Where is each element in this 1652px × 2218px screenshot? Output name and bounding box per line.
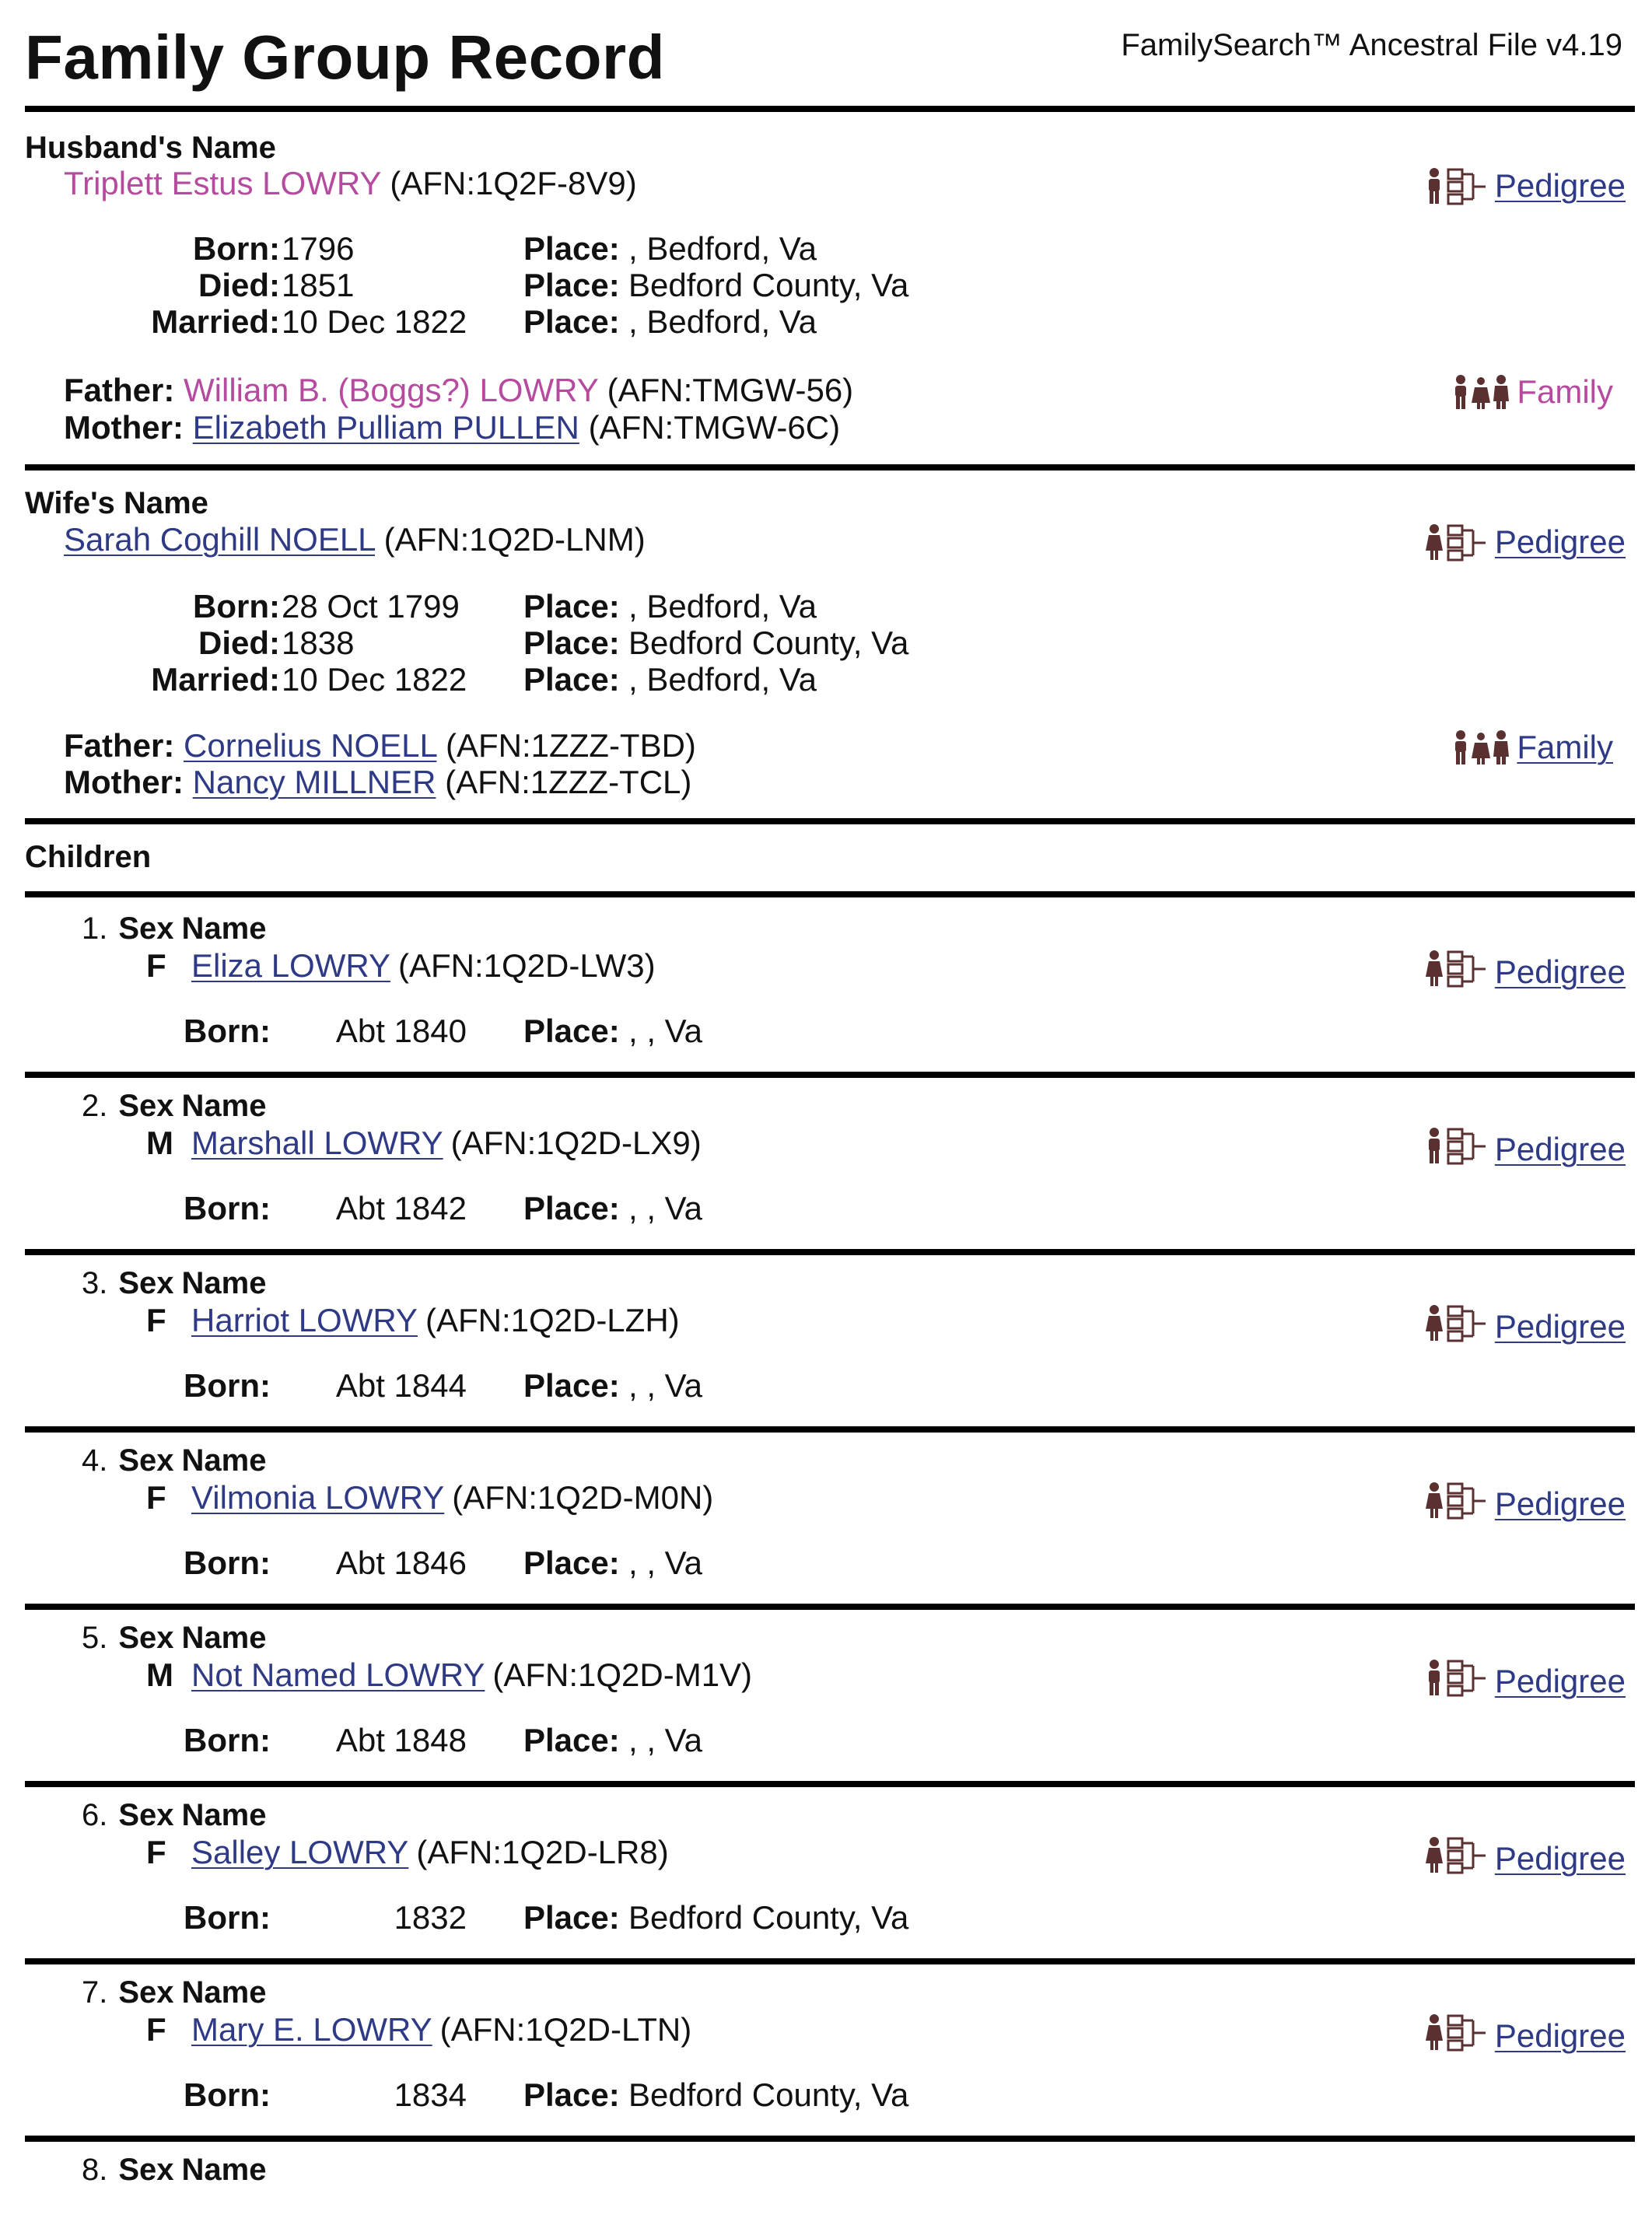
father-afn: (AFN:TMGW-56) [607,372,854,408]
child-sex: F [146,1834,166,1870]
name-column-label: Name [181,1266,267,1300]
divider [25,1958,1635,1964]
pedigree-link-label[interactable]: Pedigree [1494,167,1626,204]
child-header-line [82,1621,266,1656]
place-label: Place: [523,2076,620,2113]
place-label: Place: [523,1899,620,1936]
place-label: Place: [523,1190,620,1226]
place-label: Place: [523,661,620,698]
child-pedigree-link[interactable] [1425,1481,1626,1527]
child-sex: F [146,1302,166,1338]
sex-column-label: Sex [118,1089,174,1123]
child-header-line [82,1443,266,1478]
name-column-label: Name [181,911,267,946]
name-column-label: Name [181,1975,267,2010]
wife-family-link[interactable] [1453,729,1613,766]
child-name-line [146,1657,752,1694]
child-pedigree-link[interactable] [1425,2013,1626,2059]
place-label: Place: [523,267,620,303]
event-label: Married: [151,661,280,698]
born-label: Born: [184,1899,271,1936]
child-number: 8. [82,2153,108,2187]
sex-column-label: Sex [118,1798,174,1832]
child-number: 7. [82,1975,108,2010]
sex-column-label: Sex [118,1621,174,1655]
child-pedigree-link[interactable] [1425,1658,1626,1705]
child-sex: M [146,1125,173,1161]
child-place: , , Va [628,1722,702,1758]
mother-afn: (AFN:1ZZZ-TCL) [445,764,692,800]
place-label: Place: [523,303,620,340]
family-icon [1453,729,1509,766]
child-number: 3. [82,1266,108,1300]
mother-label: Mother: [64,409,184,446]
divider [25,891,1635,897]
pedigree-link-label[interactable]: Pedigree [1494,1840,1626,1877]
event-date: 1796 [282,230,355,267]
father-afn: (AFN:1ZZZ-TBD) [445,727,696,764]
child-name-link[interactable]: Mary E. LOWRY [191,2011,432,2048]
born-label: Born: [184,2076,271,2113]
wife-father-link[interactable]: Cornelius NOELL [184,727,437,764]
born-label: Born: [184,1367,271,1404]
husband-family-link[interactable] [1453,373,1613,411]
child-sex: F [146,1479,166,1516]
father-label: Father: [64,727,175,764]
child-born-date: 1834 [394,2076,467,2113]
father-label: Father: [64,372,175,408]
child-afn: (AFN:1Q2D-LR8) [416,1834,669,1870]
husband-father-line [64,372,853,409]
divider [25,1604,1635,1610]
child-pedigree-link[interactable] [1425,1126,1626,1173]
child-header-line [82,1089,266,1124]
pedigree-female-icon [1425,1303,1487,1350]
children-section-label: Children [25,840,152,874]
divider [25,1072,1635,1078]
event-place: , Bedford, Va [628,661,817,698]
divider [25,464,1635,471]
event-place: , Bedford, Va [628,230,817,267]
sex-column-label: Sex [118,911,174,946]
husband-name-link[interactable]: Triplett Estus LOWRY [64,165,381,201]
place-label: Place: [523,1013,620,1049]
divider [25,2136,1635,2142]
child-name-link[interactable]: Eliza LOWRY [191,947,390,984]
child-name-line [146,947,656,985]
child-afn: (AFN:1Q2D-LW3) [397,947,656,984]
family-link-label[interactable]: Family [1517,373,1613,410]
name-column-label: Name [181,1443,267,1478]
mother-afn: (AFN:TMGW-6C) [588,409,841,446]
family-link-label[interactable]: Family [1517,729,1613,765]
child-header-line [82,1798,266,1833]
child-born-date: 1832 [394,1899,467,1936]
child-name-link[interactable]: Harriot LOWRY [191,1302,418,1338]
wife-pedigree-link[interactable] [1425,523,1626,561]
pedigree-female-icon [1425,523,1487,561]
pedigree-link-label[interactable]: Pedigree [1494,523,1626,560]
pedigree-female-icon [1425,1835,1487,1882]
pedigree-male-icon [1425,1658,1487,1705]
wife-name-link[interactable]: Sarah Coghill NOELL [64,521,375,558]
child-name-link[interactable]: Salley LOWRY [191,1834,409,1870]
event-label: Born: [193,230,280,267]
family-icon [1453,373,1509,411]
sex-column-label: Sex [118,1266,174,1300]
mother-label: Mother: [64,764,184,800]
place-label: Place: [523,624,620,661]
pedigree-link-label[interactable]: Pedigree [1494,2017,1626,2054]
sex-column-label: Sex [118,2153,174,2187]
husband-mother-link[interactable]: Elizabeth Pulliam PULLEN [192,409,579,446]
name-column-label: Name [181,1621,267,1655]
child-number: 2. [82,1089,108,1123]
place-label: Place: [523,1367,620,1404]
child-sex: M [146,1657,173,1693]
child-afn: (AFN:1Q2D-M1V) [492,1657,753,1693]
child-born-date: Abt 1848 [335,1722,467,1758]
child-number: 1. [82,911,108,946]
born-label: Born: [184,1722,271,1758]
child-place: , , Va [628,1367,702,1404]
husband-afn: (AFN:1Q2F-8V9) [390,165,637,201]
event-date: 28 Oct 1799 [282,588,460,624]
wife-name-line [64,521,646,558]
child-name-line [146,1125,702,1162]
divider [25,1426,1635,1433]
event-date: 1851 [282,267,355,303]
wife-father-line [64,727,696,764]
divider [25,106,1635,112]
sex-column-label: Sex [118,1443,174,1478]
sex-column-label: Sex [118,1975,174,2010]
child-afn: (AFN:1Q2D-M0N) [452,1479,714,1516]
child-name-link[interactable]: Marshall LOWRY [191,1125,443,1161]
child-header-line [82,911,266,946]
event-label: Born: [193,588,280,624]
child-afn: (AFN:1Q2D-LX9) [450,1125,702,1161]
child-header-line [82,1975,266,2010]
child-place: Bedford County, Va [628,2076,909,2113]
husband-mother-line [64,409,840,446]
child-header-line [82,2153,266,2188]
husband-father-link[interactable]: William B. (Boggs?) LOWRY [184,372,598,408]
child-born-date: Abt 1844 [335,1367,467,1404]
child-born-date: Abt 1840 [335,1013,467,1049]
child-name-line [146,1302,680,1339]
page-title: Family Group Record [25,23,665,92]
name-column-label: Name [181,1798,267,1832]
wife-section-label: Wife's Name [25,486,208,520]
event-label: Died: [198,267,280,303]
app-version: FamilySearch™ Ancestral File v4.19 [1121,28,1622,62]
child-sex: F [146,2011,166,2048]
divider [25,1249,1635,1255]
wife-mother-line [64,764,691,801]
pedigree-male-icon [1425,1126,1487,1173]
event-label: Died: [198,624,280,661]
pedigree-link-label[interactable]: Pedigree [1494,1663,1626,1699]
child-sex: F [146,947,166,984]
child-number: 5. [82,1621,108,1655]
child-afn: (AFN:1Q2D-LTN) [439,2011,692,2048]
husband-pedigree-link[interactable] [1425,166,1626,205]
event-date: 1838 [282,624,355,661]
child-header-line [82,1266,266,1301]
event-date: 10 Dec 1822 [282,661,467,698]
pedigree-female-icon [1425,949,1487,995]
place-label: Place: [523,1722,620,1758]
child-name-line [146,2011,691,2048]
child-number: 4. [82,1443,108,1478]
child-number: 6. [82,1798,108,1832]
born-label: Born: [184,1013,271,1049]
wife-events [0,588,1652,705]
event-place: Bedford County, Va [628,624,909,661]
place-label: Place: [523,588,620,624]
child-pedigree-link[interactable] [1425,1303,1626,1350]
divider [25,818,1635,824]
name-column-label: Name [181,1089,267,1123]
pedigree-link-label[interactable]: Pedigree [1494,1131,1626,1167]
child-pedigree-link[interactable] [1425,1835,1626,1882]
husband-name-line [64,165,637,202]
husband-events [0,230,1652,347]
child-place: , , Va [628,1545,702,1581]
divider [25,1781,1635,1787]
event-place: , Bedford, Va [628,588,817,624]
place-label: Place: [523,230,620,267]
child-place: Bedford County, Va [628,1899,909,1936]
child-name-line [146,1479,713,1517]
child-place: , , Va [628,1013,702,1049]
pedigree-female-icon [1425,2013,1487,2059]
husband-section-label: Husband's Name [25,131,276,165]
pedigree-male-icon [1425,166,1487,205]
place-label: Place: [523,1545,620,1581]
name-column-label: Name [181,2153,267,2187]
pedigree-link-label[interactable]: Pedigree [1494,953,1626,990]
child-name-line [146,1834,669,1871]
child-name-link[interactable]: Not Named LOWRY [191,1657,485,1693]
pedigree-link-label[interactable]: Pedigree [1494,1485,1626,1522]
wife-afn: (AFN:1Q2D-LNM) [383,521,646,558]
child-born-date: Abt 1842 [335,1190,467,1226]
child-afn: (AFN:1Q2D-LZH) [425,1302,680,1338]
pedigree-link-label[interactable]: Pedigree [1494,1308,1626,1345]
event-place: Bedford County, Va [628,267,909,303]
event-label: Married: [151,303,280,340]
child-born-date: Abt 1846 [335,1545,467,1581]
wife-mother-link[interactable]: Nancy MILLNER [192,764,436,800]
pedigree-female-icon [1425,1481,1487,1527]
child-place: , , Va [628,1190,702,1226]
event-place: , Bedford, Va [628,303,817,340]
born-label: Born: [184,1190,271,1226]
born-label: Born: [184,1545,271,1581]
event-date: 10 Dec 1822 [282,303,467,340]
child-pedigree-link[interactable] [1425,949,1626,995]
child-name-link[interactable]: Vilmonia LOWRY [191,1479,445,1516]
